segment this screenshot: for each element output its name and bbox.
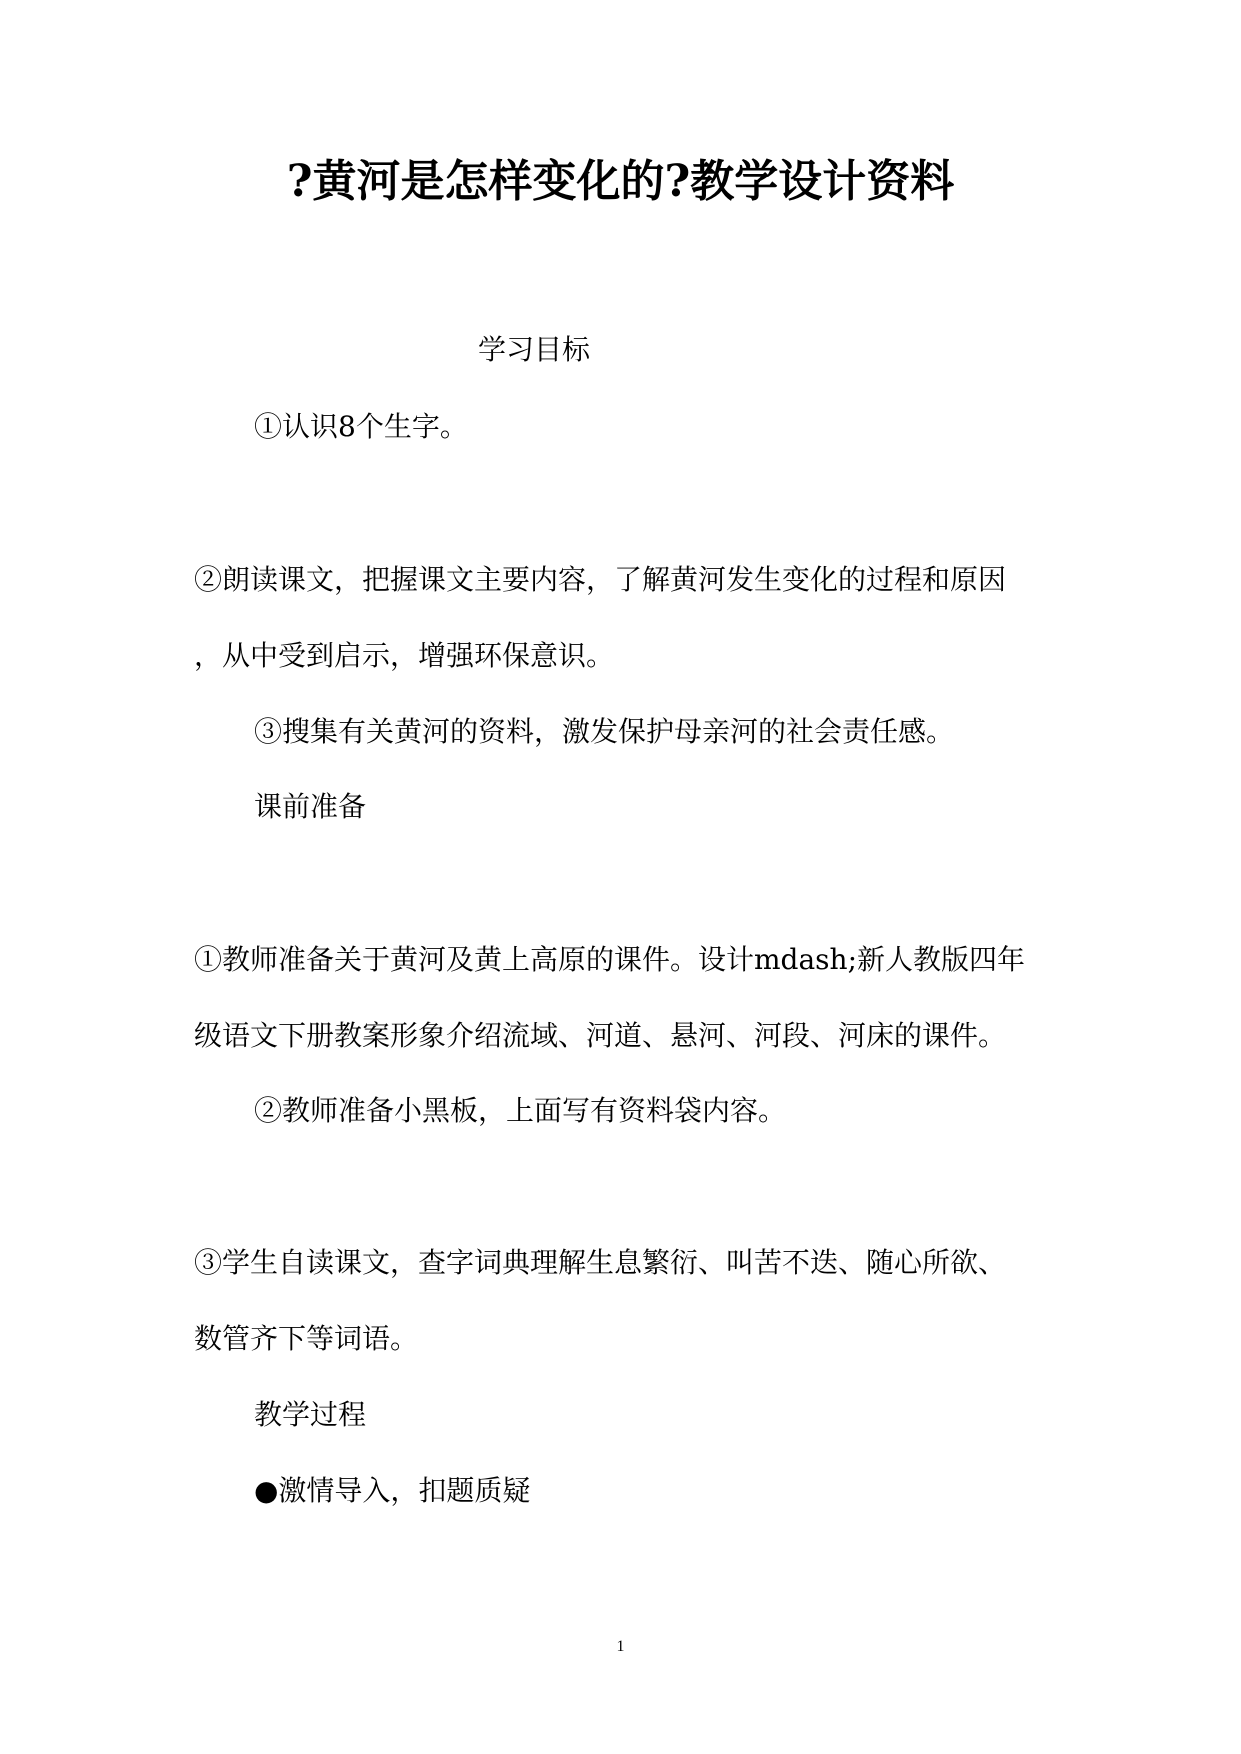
objectives-heading: 学习目标 xyxy=(478,333,591,366)
process-heading: 教学过程 xyxy=(254,1398,367,1431)
process-step-1: ●激情导入，扣题质疑 xyxy=(254,1474,531,1507)
objective-2-line-1: ②朗读课文，把握课文主要内容，了解黄河发生变化的过程和原因 xyxy=(194,563,1007,596)
page-number: 1 xyxy=(616,1638,625,1655)
prep-3-line-2: 数管齐下等词语。 xyxy=(194,1322,419,1355)
prep-2: ②教师准备小黑板，上面写有资料袋内容。 xyxy=(254,1094,787,1127)
prep-3-line-1: ③学生自读课文，查字词典理解生息繁衍、叫苦不迭、随心所欲、 xyxy=(194,1246,1007,1279)
prep-1-line-2: 级语文下册教案形象介绍流域、河道、悬河、河段、河床的课件。 xyxy=(194,1019,1007,1052)
prep-1-line-1: ①教师准备关于黄河及黄上高原的课件。设计mdash;新人教版四年 xyxy=(194,943,1026,976)
objective-3: ③搜集有关黄河的资料，激发保护母亲河的社会责任感。 xyxy=(254,715,955,748)
preparation-heading: 课前准备 xyxy=(254,790,367,823)
document-title: ?黄河是怎样变化的?教学设计资料 xyxy=(286,156,955,207)
objective-2-line-2: ，从中受到启示，增强环保意识。 xyxy=(194,639,615,672)
objective-1: ①认识8个生字。 xyxy=(254,410,468,443)
